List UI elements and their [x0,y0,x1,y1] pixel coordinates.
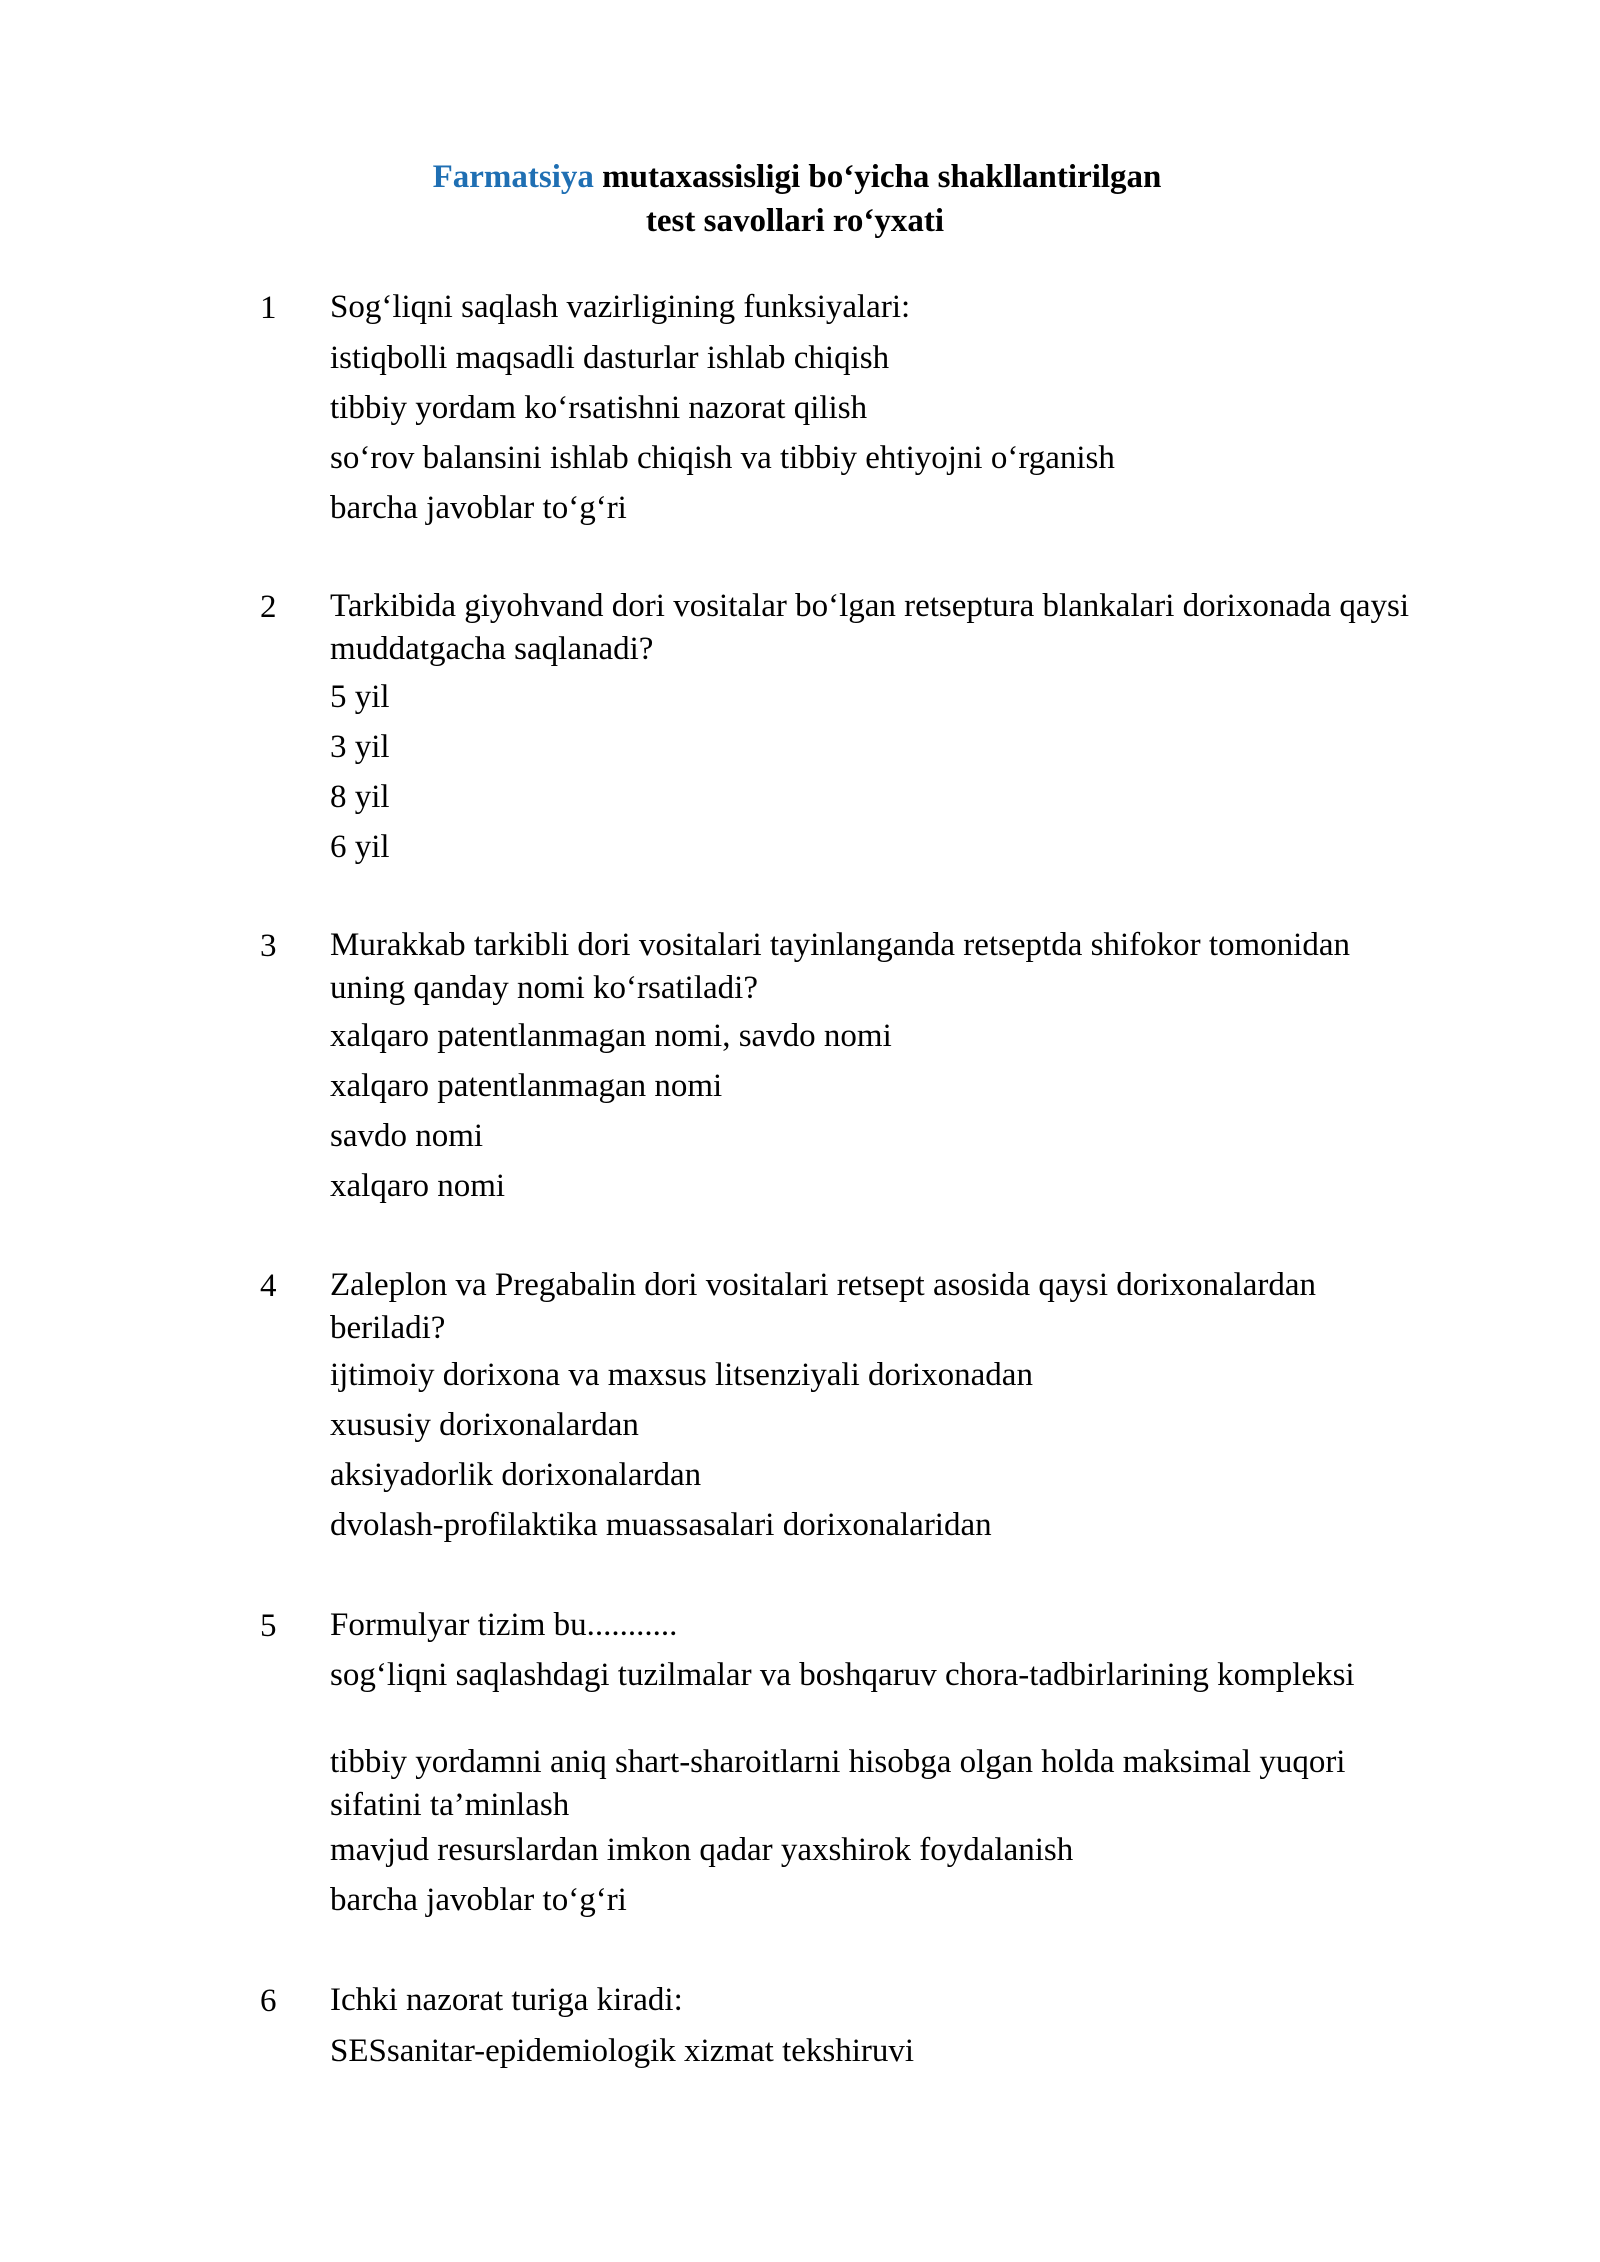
title-accent-word: Farmatsiya [432,159,594,195]
question-number: 1 [260,290,277,326]
document-title-line-1 [0,155,1597,199]
question-text: Tarkibida giyohvand dori vositalar bo‘lgan retseptura blankalari dorixonada qaysi muddatgacha saqlanadi? [330,588,1410,667]
question-number: 5 [260,1608,277,1644]
answer-option: 6 yil [330,829,390,865]
answer-option: 3 yil [330,729,390,765]
title-line-1-rest: mutaxassisligi bo‘yicha shakllantirilgan [593,159,1162,195]
answer-option: tibbiy yordam ko‘rsatishni nazorat qilish [330,390,868,426]
answer-option: sog‘liqni saqlashdagi tuzilmalar va boshqaruv chora-tadbirlarining kompleksi [330,1657,1355,1693]
answer-option: 8 yil [330,779,390,815]
question-text: Murakkab tarkibli dori vositalari tayinlanganda retseptda shifokor tomonidan uning qanday nomi ko‘rsatiladi? [330,927,1350,1006]
question-number: 2 [260,589,277,625]
answer-option: ijtimoiy dorixona va maxsus litsenziyali dorixonadan [330,1357,1033,1393]
answer-option: 5 yil [330,679,390,715]
answer-option: aksiyadorlik dorixonalardan [330,1457,702,1493]
answer-option: SESsanitar-epidemiologik xizmat tekshiruvi [330,2033,915,2069]
question-text: Ichki nazorat turiga kiradi: [330,1982,683,2018]
answer-option: savdo nomi [330,1118,484,1154]
answer-option: so‘rov balansini ishlab chiqish va tibbiy ehtiyojni o‘rganish [330,440,1115,476]
question-text: Formulyar tizim bu........... [330,1607,678,1643]
answer-option: xususiy dorixonalardan [330,1407,639,1443]
answer-option: barcha javoblar to‘g‘ri [330,1882,627,1918]
answer-option: xalqaro nomi [330,1168,506,1204]
question-number: 6 [260,1983,277,2019]
document-title-line-2: test savollari ro‘yxati [645,203,945,239]
answer-option: istiqbolli maqsadli dasturlar ishlab chiqish [330,340,890,376]
answer-option: xalqaro patentlanmagan nomi, savdo nomi [330,1018,892,1054]
answer-option: xalqaro patentlanmagan nomi [330,1068,723,1104]
question-text: Sog‘liqni saqlash vazirligining funksiyalari: [330,289,911,325]
question-number: 3 [260,928,277,964]
question-text: Zaleplon va Pregabalin dori vositalari retsept asosida qaysi dorixonalardan beriladi? [330,1267,1317,1346]
answer-option: mavjud resurslardan imkon qadar yaxshirok foydalanish [330,1832,1074,1868]
answer-option: barcha javoblar to‘g‘ri [330,490,627,526]
answer-option: tibbiy yordamni aniq shart-sharoitlarni hisobga olgan holda maksimal yuqori sifatini ta’minlash [330,1744,1346,1823]
answer-option: dvolash-profilaktika muassasalari dorixonalaridan [330,1507,992,1543]
question-number: 4 [260,1268,277,1304]
